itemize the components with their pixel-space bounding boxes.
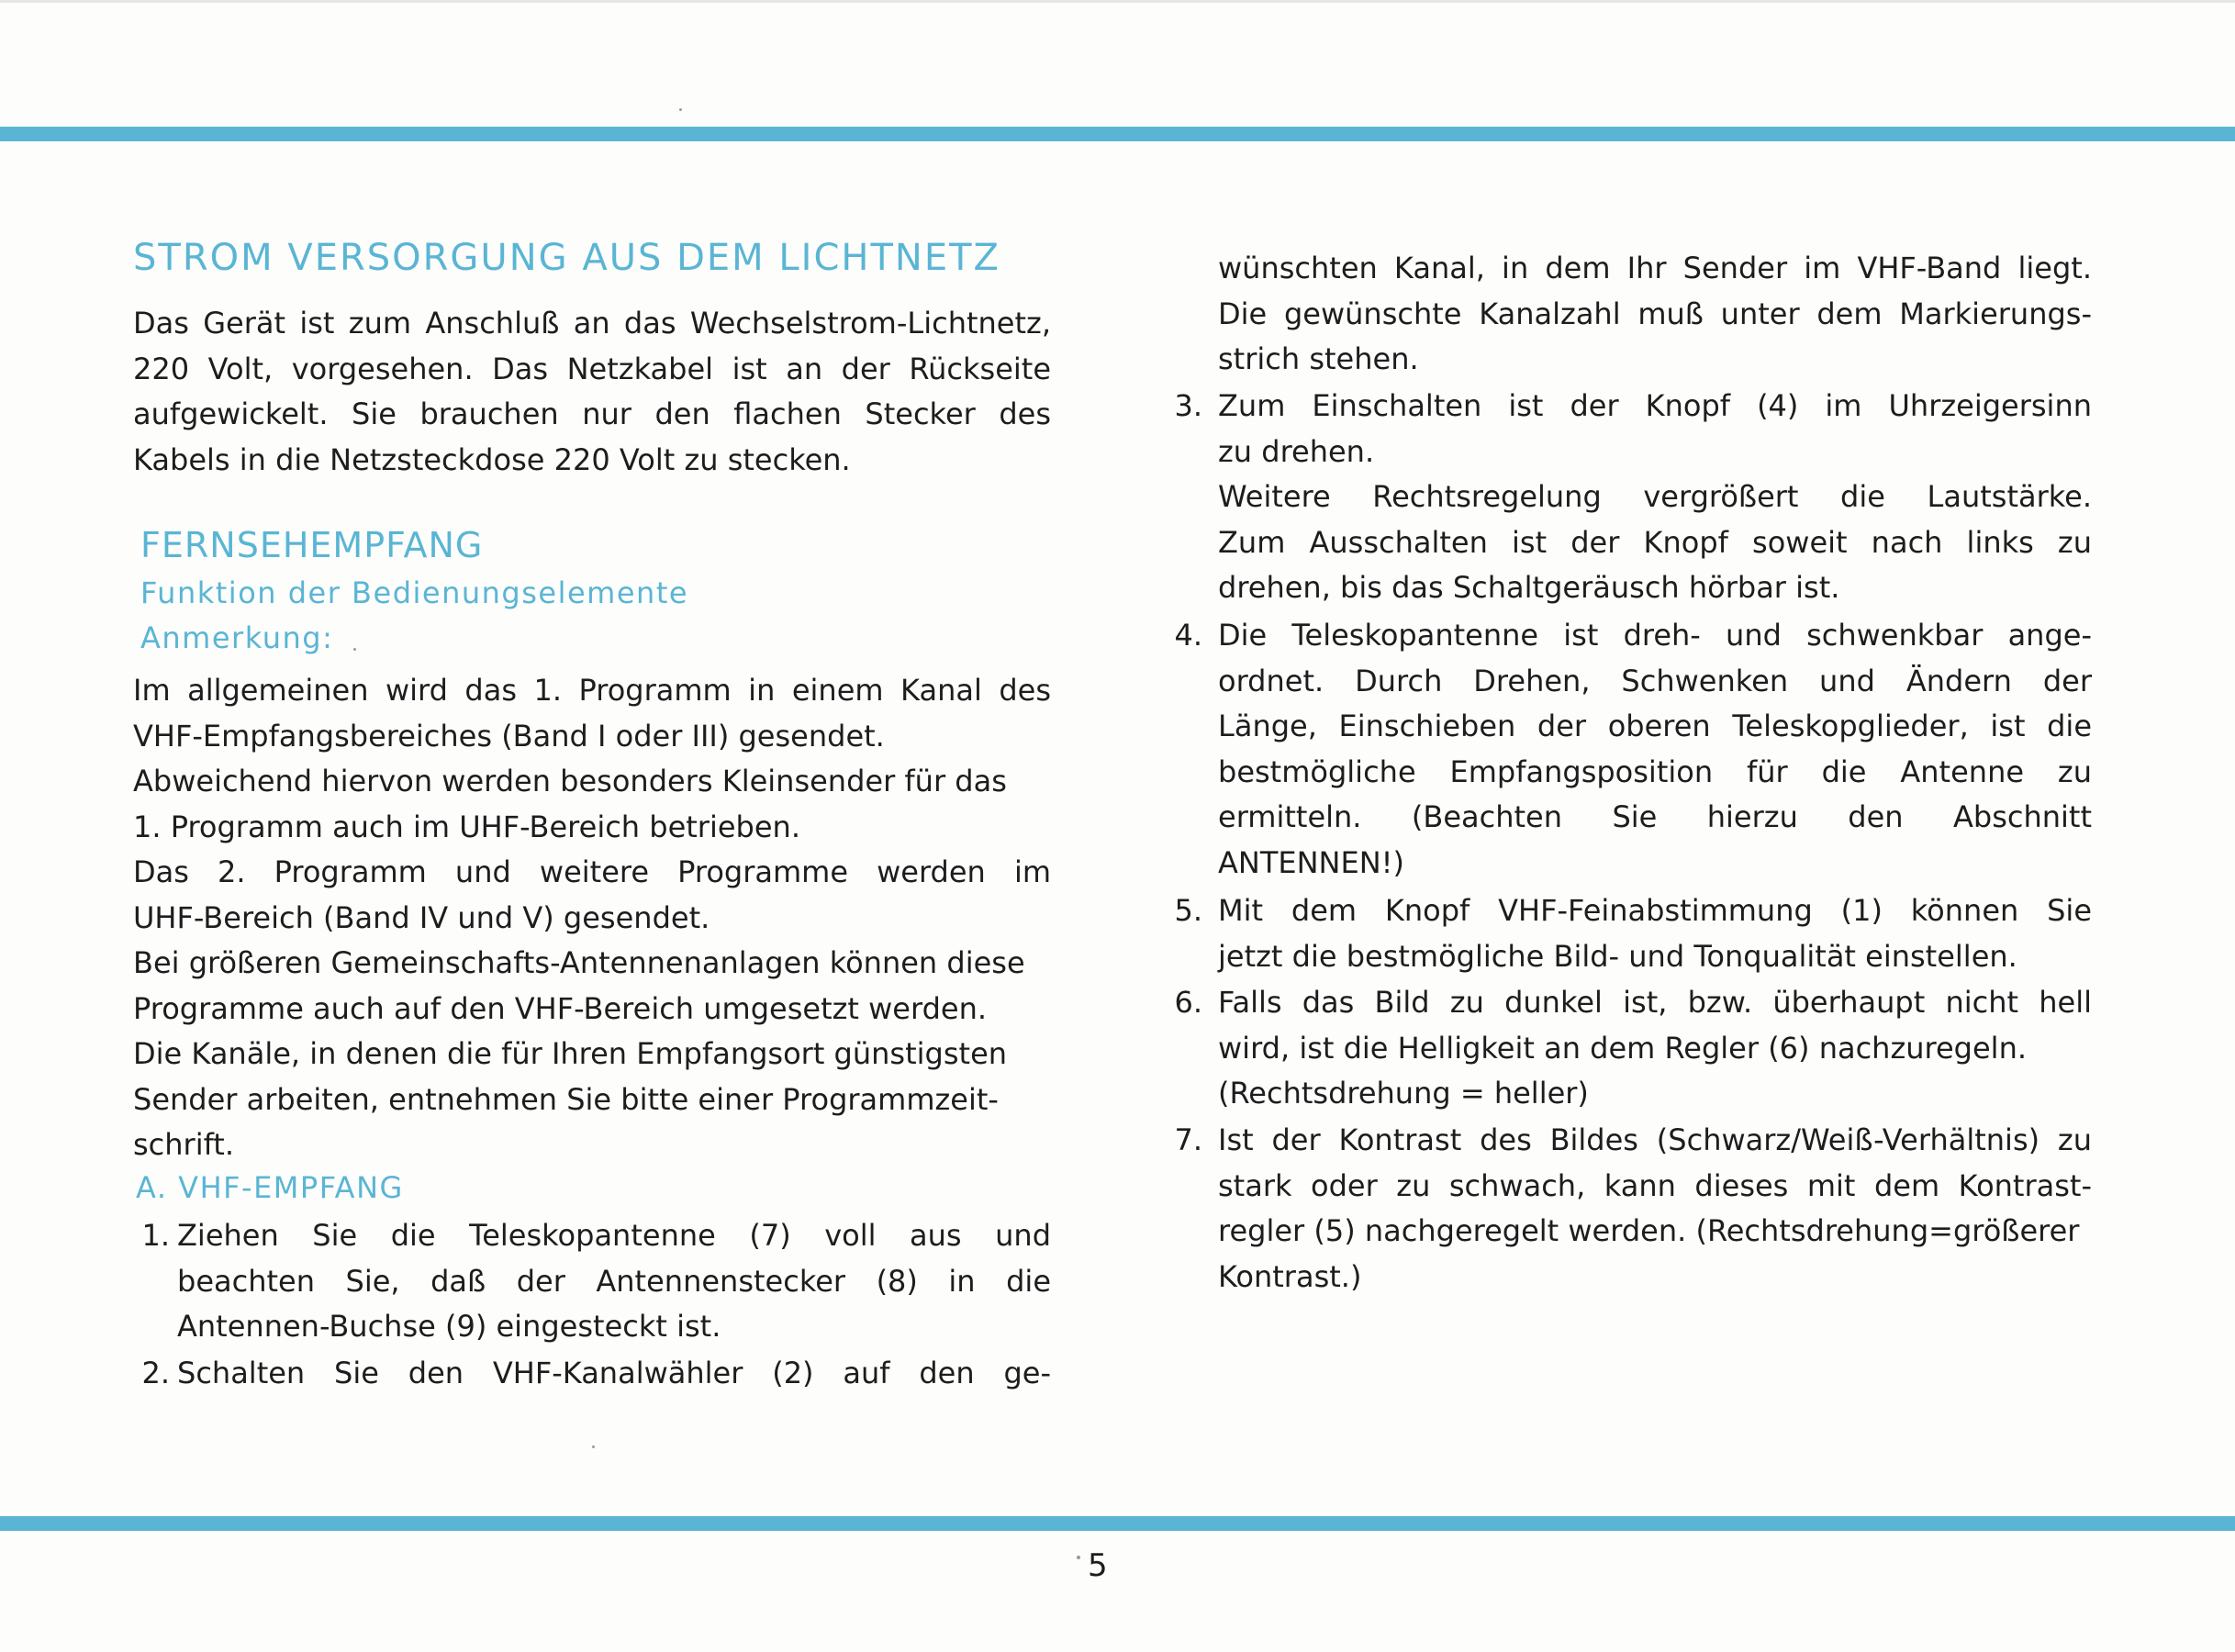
list-item-text	[1218, 613, 2092, 886]
list-item-text	[1218, 888, 2092, 979]
list-item	[133, 1213, 1051, 1351]
list-item	[1166, 384, 2092, 613]
list-item-number: 6.	[1174, 985, 1202, 1020]
scan-speck	[592, 1446, 595, 1448]
list-item-line: wird, ist die Helligkeit an dem Regler (6) nachzuregeln.	[1218, 1030, 2028, 1066]
note-line: Im allgemeinen wird das 1. Programm in einem Kanal des	[133, 673, 1051, 708]
list-item-text	[1218, 384, 2092, 611]
list-item-line: stark oder zu schwach, kann dieses mit dem Kontrast-	[1218, 1167, 2092, 1203]
list-item-number: 4.	[1174, 618, 1202, 653]
list-item	[1166, 1118, 2092, 1301]
list-item-line: jetzt die bestmögliche Bild- und Tonqualität einstellen.	[1218, 938, 2017, 974]
list-item	[1166, 980, 2092, 1118]
note-line: 1. Programm auch im UHF-Bereich betrieben.	[133, 809, 800, 844]
power-line: Das Gerät ist zum Anschluß an das Wechselstrom-Lichtnetz,	[133, 306, 1051, 340]
note-line: Programme auch auf den VHF-Bereich umgesetzt werden.	[133, 990, 988, 1026]
list-item	[1166, 613, 2092, 888]
scan-speck	[353, 648, 356, 651]
list-item-number: 2.	[141, 1356, 170, 1390]
list-item-line: Länge, Einschieben der oberen Teleskopglieder, ist die	[1218, 709, 2092, 743]
list-item-text	[177, 1351, 1051, 1397]
list-item-line: ermitteln. (Beachten Sie hierzu den Abschnitt	[1218, 799, 2092, 834]
page-number: 5	[1088, 1547, 1108, 1584]
list-item-number: 7.	[1174, 1122, 1202, 1157]
list-item-line: zu drehen.	[1218, 433, 1375, 469]
list-item-text	[1218, 980, 2092, 1117]
list-item-line: beachten Sie, daß der Antennenstecker (8) in die	[177, 1263, 1051, 1299]
list-item-line: Falls das Bild zu dunkel ist, bzw. überhaupt nicht hell	[1218, 985, 2092, 1020]
list-item-line: bestmögliche Empfangsposition für die Antenne zu	[1218, 753, 2092, 789]
note-paragraph	[133, 668, 1051, 1168]
list-item-line: drehen, bis das Schaltgeräusch hörbar ist.	[1218, 570, 1840, 605]
note-line: VHF-Empfangsbereiches (Band I oder III) gesendet.	[133, 718, 885, 753]
list-item-line: Mit dem Knopf VHF-Feinabstimmung (1) können Sie	[1218, 893, 2092, 928]
list-item-line: Schalten Sie den VHF-Kanalwähler (2) auf den ge-	[177, 1356, 1051, 1390]
note-line: UHF-Bereich (Band IV und V) gesendet.	[133, 899, 710, 935]
page-top-edge	[0, 0, 2235, 3]
subheading-note: Anmerkung:	[140, 620, 334, 655]
list-item-line: (Rechtsdrehung = heller)	[1218, 1076, 1589, 1111]
note-line: Sender arbeiten, entnehmen Sie bitte einer Programmzeit-	[133, 1081, 999, 1117]
continuation-line: wünschten Kanal, in dem Ihr Sender im VHF-Band liegt.	[1218, 251, 2092, 285]
list-item-line: Antennen-Buchse (9) eingesteckt ist.	[177, 1309, 721, 1344]
scan-speck	[679, 108, 682, 111]
list-item-line: regler (5) nachgeregelt werden. (Rechtsdrehung=größerer	[1218, 1213, 2080, 1248]
note-line: Abweichend hiervon werden besonders Kleinsender für das	[133, 764, 1007, 798]
top-accent-rule	[0, 127, 2235, 141]
heading-vhf-reception: A. VHF-EMPFANG	[136, 1170, 404, 1205]
scan-speck	[1077, 1556, 1080, 1559]
list-item-line: Ziehen Sie die Teleskopantenne (7) voll aus und	[177, 1218, 1051, 1253]
power-paragraph	[133, 301, 1051, 483]
power-line: Kabels in die Netzsteckdose 220 Volt zu stecken.	[133, 441, 851, 477]
list-item	[1166, 888, 2092, 980]
note-line: Das 2. Programm und weitere Programme werden im	[133, 854, 1051, 889]
list-item	[133, 1351, 1051, 1397]
note-line: Die Kanäle, in denen die für Ihren Empfangsort günstigsten	[133, 1036, 1008, 1071]
note-line: schrift.	[133, 1127, 235, 1162]
list-item-text	[1218, 1118, 2092, 1300]
list-item-line: Weitere Rechtsregelung vergrößert die Lautstärke.	[1218, 479, 2092, 514]
continuation-line: Die gewünschte Kanalzahl muß unter dem Markierungs-	[1218, 296, 2092, 331]
list-item-text	[177, 1213, 1051, 1350]
list-item-line: Zum Einschalten ist der Knopf (4) im Uhrzeigersinn	[1218, 388, 2092, 423]
list-item-number: 5.	[1174, 893, 1202, 928]
list-item-line: Ist der Kontrast des Bildes (Schwarz/Weiß-Verhältnis) zu	[1218, 1122, 2092, 1157]
continuation-line: strich stehen.	[1218, 341, 1419, 376]
list-item-line: Kontrast.)	[1218, 1258, 1362, 1294]
note-line: Bei größeren Gemeinschafts-Antennenanlagen können diese	[133, 945, 1025, 980]
power-line: 220 Volt, vorgesehen. Das Netzkabel ist an der Rückseite	[133, 351, 1051, 386]
bottom-accent-rule	[0, 1516, 2235, 1531]
list-item-number: 3.	[1174, 388, 1202, 423]
list-item-line: Zum Ausschalten ist der Knopf soweit nach links zu	[1218, 524, 2092, 560]
power-line: aufgewickelt. Sie brauchen nur den flachen Stecker des	[133, 396, 1051, 431]
list-item-line: ANTENNEN!)	[1218, 844, 1404, 880]
subheading-controls: Funktion der Bedienungselemente	[140, 575, 689, 610]
heading-tv-reception: FERNSEHEMPFANG	[140, 525, 484, 565]
continuation-paragraph	[1218, 246, 2092, 383]
list-item-line: Die Teleskopantenne ist dreh- und schwenkbar ange-	[1218, 618, 2092, 653]
heading-power-supply: STROM VERSORGUNG AUS DEM LICHTNETZ	[133, 237, 1000, 279]
list-item-line: ordnet. Durch Drehen, Schwenken und Ändern der	[1218, 663, 2092, 698]
list-item-number: 1.	[141, 1218, 170, 1253]
